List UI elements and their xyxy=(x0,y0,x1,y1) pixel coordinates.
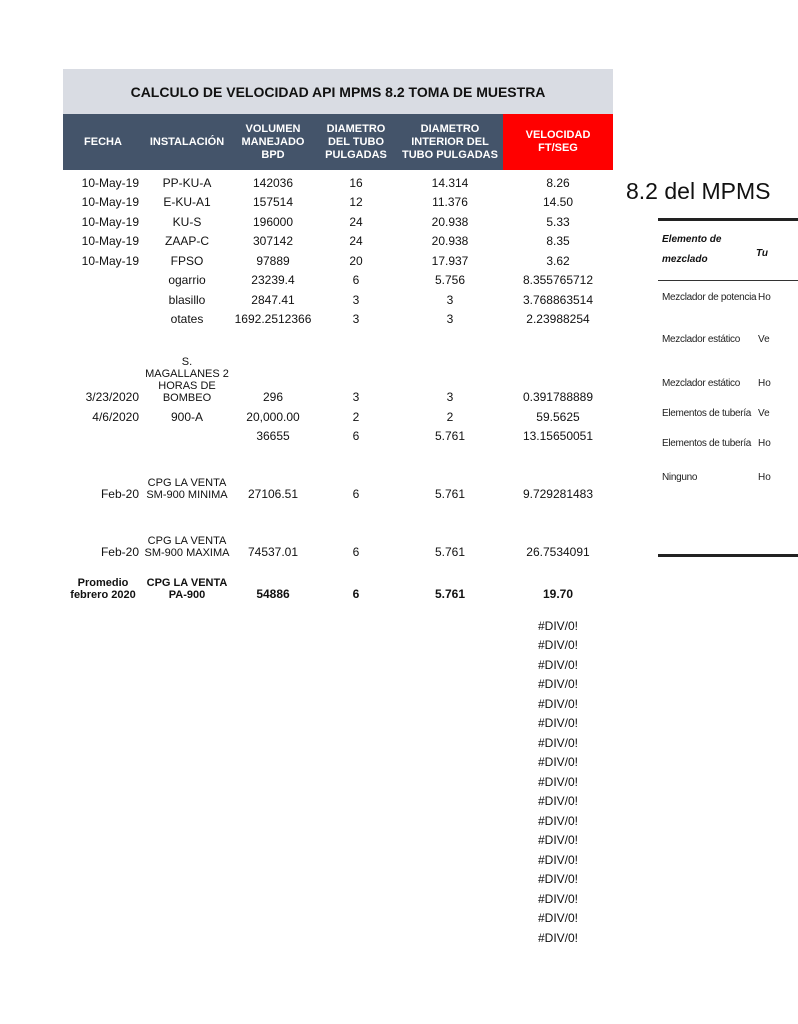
table-row xyxy=(63,424,613,444)
cell-volumen: 54886 xyxy=(256,587,290,601)
cell-diametro-interior: 3 xyxy=(446,390,454,404)
mpms-item-name: Mezclador estático xyxy=(662,334,740,345)
cell-fecha: 4/6/2020 xyxy=(92,409,139,424)
cell-instalacion: KU-S xyxy=(172,214,202,229)
cell-fecha xyxy=(63,287,143,307)
table-row xyxy=(63,248,613,268)
cell-diametro-interior: 20.938 xyxy=(431,234,469,248)
header-velocidad: VELOCIDAD FT/SEG xyxy=(503,114,613,170)
cell-div-error: #DIV/0! xyxy=(537,677,579,691)
cell-diametro-interior: 20.938 xyxy=(431,214,469,229)
table-row xyxy=(63,691,613,711)
cell-instalacion: CPG LA VENTA PA-900 xyxy=(146,577,228,601)
cell-div-error: #DIV/0! xyxy=(537,930,579,945)
cell-diametro-interior: 3 xyxy=(446,292,454,307)
table-row xyxy=(63,847,613,867)
mpms-item-value: Ho xyxy=(758,438,771,449)
cell-instalacion xyxy=(143,424,231,444)
cell-div-error: #DIV/0! xyxy=(537,813,579,828)
cell-diametro: 3 xyxy=(352,390,360,404)
cell-fecha: Feb-20 xyxy=(100,545,139,559)
cell-instalacion: PP-KU-A xyxy=(162,175,212,190)
cell-instalacion: blasillo xyxy=(168,292,206,307)
cell-velocidad: 3.768863514 xyxy=(522,292,594,307)
table-row xyxy=(63,559,613,601)
cell-volumen: 142036 xyxy=(252,175,294,190)
cell-velocidad: 14.50 xyxy=(542,195,574,209)
cell-div-error: #DIV/0! xyxy=(537,716,579,730)
cell-velocidad: 3.62 xyxy=(546,253,570,268)
mpms-col-elemento: Elemento de mezclado xyxy=(662,234,722,265)
cell-diametro-interior: 5.756 xyxy=(434,273,466,287)
velocity-table xyxy=(63,114,613,945)
mpms-reference-image xyxy=(622,170,771,590)
cell-instalacion: E-KU-A1 xyxy=(163,195,211,209)
cell-fecha: 10-May-19 xyxy=(81,214,139,229)
cell-diametro: 3 xyxy=(352,312,360,326)
table-row xyxy=(63,828,613,848)
cell-div-error: #DIV/0! xyxy=(537,638,579,652)
cell-volumen: 36655 xyxy=(256,429,290,443)
header-volumen: VOLUMEN MANEJADO BPD xyxy=(231,114,315,170)
table-row xyxy=(63,886,613,906)
cell-velocidad: 9.729281483 xyxy=(522,487,594,501)
mpms-heading: 8.2 del MPMS xyxy=(626,178,771,204)
rule xyxy=(658,218,798,221)
mpms-item-name: Elementos de tubería xyxy=(662,408,752,419)
cell-div-error: #DIV/0! xyxy=(537,833,579,847)
cell-instalacion: FPSO xyxy=(170,253,204,268)
cell-instalacion: CPG LA VENTA SM-900 MAXIMA xyxy=(144,535,230,559)
cell-velocidad: 0.391788889 xyxy=(522,390,594,404)
cell-instalacion: ogarrio xyxy=(168,273,206,287)
cell-volumen: 20,000.00 xyxy=(246,409,300,424)
cell-div-error: #DIV/0! xyxy=(537,794,579,808)
table-row xyxy=(63,789,613,809)
sheet-title: CALCULO DE VELOCIDAD API MPMS 8.2 TOMA DE MUESTRA xyxy=(63,69,613,114)
cell-div-error: #DIV/0! xyxy=(537,891,579,906)
cell-instalacion: CPG LA VENTA SM-900 MINIMA xyxy=(146,477,228,501)
cell-velocidad: 19.70 xyxy=(542,587,574,601)
table-row xyxy=(63,170,613,190)
table-row xyxy=(63,209,613,229)
cell-diametro: 2 xyxy=(352,409,360,424)
cell-diametro: 24 xyxy=(349,214,363,229)
cell-diametro: 6 xyxy=(352,545,360,559)
header-diametro: DIAMETRO DEL TUBO PULGADAS xyxy=(315,114,397,170)
table-row xyxy=(63,613,613,633)
mpms-item-value: Ve xyxy=(758,408,770,419)
cell-diametro: 16 xyxy=(349,175,363,190)
cell-fecha: 10-May-19 xyxy=(81,253,139,268)
cell-instalacion: 900-A xyxy=(170,409,204,424)
cell-diametro-interior: 5.761 xyxy=(434,429,466,443)
table-row xyxy=(63,287,613,307)
cell-instalacion: otates xyxy=(170,312,204,326)
cell-diametro-interior: 5.761 xyxy=(434,545,466,559)
table-row xyxy=(63,906,613,926)
cell-div-error: #DIV/0! xyxy=(537,872,579,886)
cell-diametro: 6 xyxy=(352,429,360,443)
table-row xyxy=(63,672,613,692)
cell-velocidad: 8.35 xyxy=(546,234,570,248)
cell-velocidad: 8.26 xyxy=(546,175,570,190)
cell-fecha: 10-May-19 xyxy=(81,175,139,190)
table-row xyxy=(63,925,613,945)
cell-instalacion: S. MAGALLANES 2 HORAS DE BOMBEO xyxy=(145,356,229,404)
cell-volumen: 27106.51 xyxy=(247,487,299,501)
cell-diametro-interior: 17.937 xyxy=(431,253,469,268)
table-row xyxy=(63,867,613,887)
cell-volumen: 307142 xyxy=(252,234,294,248)
cell-diametro-interior: 5.761 xyxy=(434,587,466,601)
table-row xyxy=(63,711,613,731)
mpms-item-name: Elementos de tubería xyxy=(662,438,752,449)
cell-volumen: 2847.41 xyxy=(251,292,295,307)
cell-diametro: 24 xyxy=(349,234,363,248)
cell-velocidad: 59.5625 xyxy=(536,409,580,424)
cell-div-error: #DIV/0! xyxy=(537,618,579,633)
cell-diametro: 3 xyxy=(352,292,360,307)
header-row xyxy=(63,114,613,170)
cell-volumen: 74537.01 xyxy=(247,545,299,559)
cell-diametro: 6 xyxy=(352,587,360,601)
header-fecha: FECHA xyxy=(63,114,143,170)
cell-div-error: #DIV/0! xyxy=(537,755,579,769)
cell-div-error: #DIV/0! xyxy=(537,657,579,672)
cell-diametro: 20 xyxy=(349,253,363,268)
cell-velocidad: 2.23988254 xyxy=(526,312,590,326)
table-row xyxy=(63,268,613,288)
cell-volumen: 157514 xyxy=(252,195,294,209)
cell-fecha xyxy=(63,268,143,288)
cell-volumen: 23239.4 xyxy=(251,273,295,287)
cell-div-error: #DIV/0! xyxy=(537,696,579,711)
mpms-item-name: Mezclador de potencia xyxy=(662,292,757,303)
cell-fecha: 10-May-19 xyxy=(81,234,139,248)
spacer-row xyxy=(63,601,613,613)
cell-div-error: #DIV/0! xyxy=(537,911,579,925)
table-row xyxy=(63,190,613,210)
header-diametro-interior: DIAMETRO INTERIOR DEL TUBO PULGADAS xyxy=(397,114,503,170)
table-row xyxy=(63,652,613,672)
table-row xyxy=(63,769,613,789)
header-instalacion: INSTALACIÓN xyxy=(143,114,231,170)
table-row xyxy=(63,730,613,750)
table-row xyxy=(63,633,613,653)
cell-volumen: 296 xyxy=(262,390,284,404)
table-row xyxy=(63,326,613,404)
table-row xyxy=(63,307,613,327)
table-row xyxy=(63,808,613,828)
mpms-item-value: Ho xyxy=(758,472,771,483)
table-row xyxy=(63,229,613,249)
cell-velocidad: 13.15650051 xyxy=(522,429,594,443)
cell-diametro: 12 xyxy=(349,195,363,209)
cell-velocidad: 26.7534091 xyxy=(526,545,590,559)
mpms-item-value: Ve xyxy=(758,334,770,345)
cell-diametro-interior: 2 xyxy=(446,409,454,424)
mpms-item-name: Mezclador estático xyxy=(662,378,740,389)
table-row xyxy=(63,501,613,559)
cell-fecha xyxy=(63,424,143,444)
cell-diametro-interior: 14.314 xyxy=(431,175,469,190)
table-row xyxy=(63,404,613,424)
rule xyxy=(658,554,798,557)
cell-fecha xyxy=(63,307,143,327)
cell-volumen: 1692.2512366 xyxy=(234,312,312,326)
rule xyxy=(658,280,798,281)
cell-velocidad: 5.33 xyxy=(546,214,570,229)
cell-diametro: 6 xyxy=(352,487,360,501)
cell-diametro-interior: 5.761 xyxy=(434,487,466,501)
cell-diametro-interior: 3 xyxy=(446,312,454,326)
mpms-col-tubo: Tu xyxy=(756,248,769,259)
cell-diametro: 6 xyxy=(352,273,360,287)
cell-volumen: 196000 xyxy=(252,214,294,229)
cell-div-error: #DIV/0! xyxy=(537,852,579,867)
mpms-item-value: Ho xyxy=(758,292,771,303)
cell-fecha: Feb-20 xyxy=(100,487,139,501)
table-row xyxy=(63,750,613,770)
velocity-sheet xyxy=(63,69,613,945)
cell-velocidad: 8.355765712 xyxy=(522,273,594,287)
cell-div-error: #DIV/0! xyxy=(537,735,579,750)
table-row xyxy=(63,443,613,501)
cell-fecha: 3/23/2020 xyxy=(85,390,139,404)
mpms-item-value: Ho xyxy=(758,378,771,389)
cell-div-error: #DIV/0! xyxy=(537,774,579,789)
cell-instalacion: ZAAP-C xyxy=(164,234,209,248)
cell-fecha: 10-May-19 xyxy=(81,195,139,209)
cell-diametro-interior: 11.376 xyxy=(432,195,468,209)
mpms-item-name: Ninguno xyxy=(662,472,698,483)
cell-volumen: 97889 xyxy=(256,253,290,268)
cell-fecha: Promedio febrero 2020 xyxy=(70,577,136,601)
